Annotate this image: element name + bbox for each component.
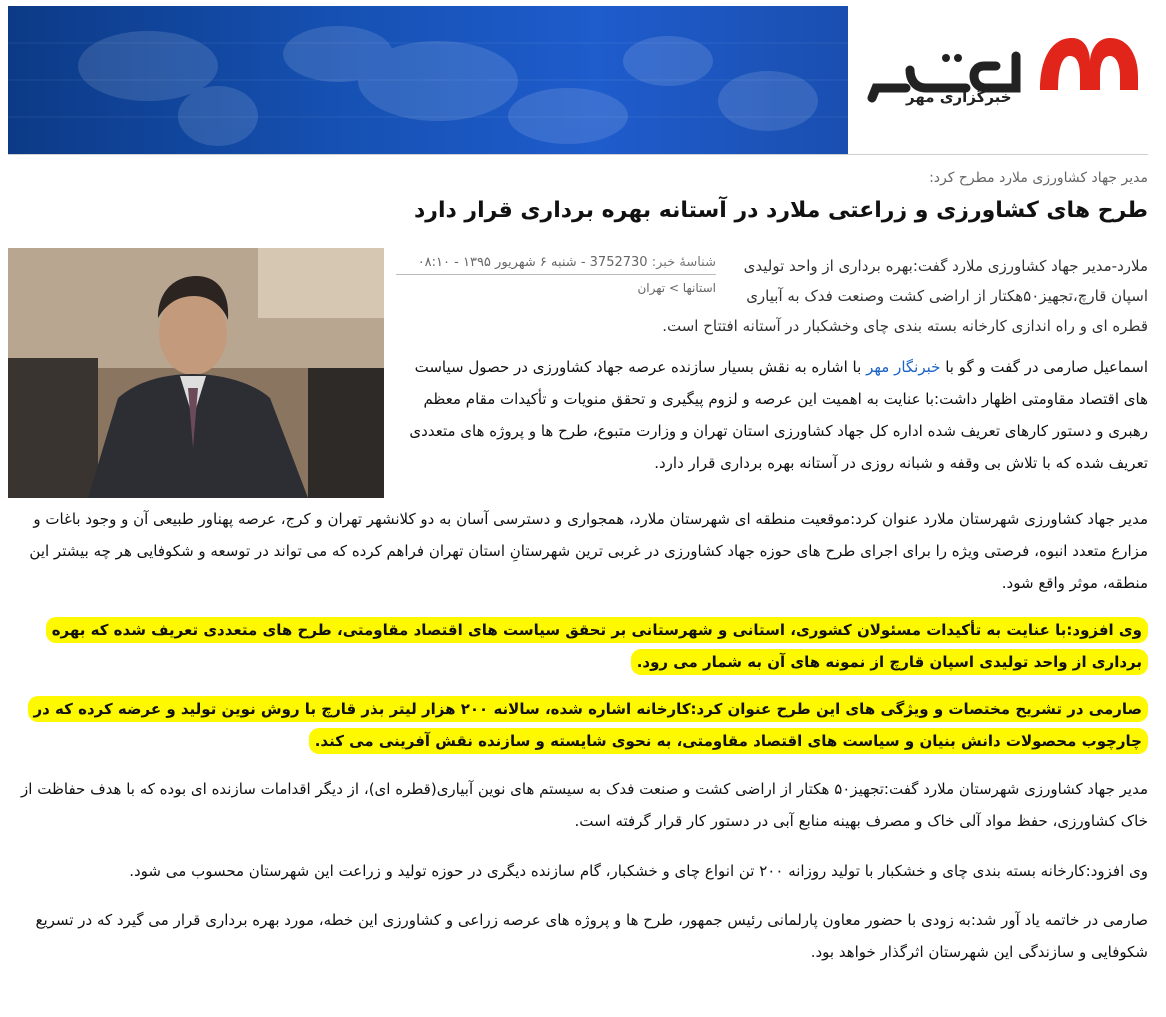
paragraph-text: وی افزود:کارخانه بسته بندی چای و خشکبار با تولید روزانه ۲۰۰ تن انواع چای و خشکبار، گام سازنده دیگری در حوزه تولید و زراعت این شهرستان محسوب می شود.	[129, 862, 1148, 880]
site-header	[8, 6, 1148, 154]
mehr-logo-wordmark	[866, 36, 1026, 116]
mehr-logo-mark-icon	[1034, 28, 1144, 98]
header-banner	[8, 6, 848, 154]
article-paragraph-highlighted	[10, 693, 1148, 757]
article-paragraph	[10, 855, 1148, 887]
highlighted-text: وی افزود:با عنایت به تأکیدات مسئولان کشوری، استانی و شهرستانی بر تحقق سیاست های اقتصاد مقاومتی، طرح های متعددی تعریف شده که بهره برداری از واحد تولیدی اسپان قارچ از نمونه های آن به شمار می رود.	[46, 617, 1148, 675]
breadcrumb[interactable]: استانها > تهران	[637, 281, 716, 295]
article-headline: طرح های کشاورزی و زراعتی ملارد در آستانه بهره برداری قرار دارد	[413, 198, 1148, 223]
meta-divider	[396, 274, 716, 275]
news-id-label: شناسهٔ خبر:	[651, 255, 716, 270]
paragraph-text: اسماعیل صارمی در گفت و گو با	[945, 358, 1148, 376]
paragraph-text: مدیر جهاد کشاورزی شهرستان ملارد عنوان کرد:موقعیت منطقه ای شهرستان ملارد، همجواری و دسترسی آسان به دو کلانشهر تهران و کرج، عرصه پهناور طبیعی آن و وجود باغات و مزارع متعدد انبوه، فرصتی ویژه را برای اجرای طرح های حوزه جهاد کشاورزی در غربی ترین شهرستانِ استان تهران فراهم کرده که می تواند در توسعه و شکوفایی هر چه بیشتر این منطقه، موثر واقع شود.	[29, 510, 1148, 592]
article-meta-line	[396, 255, 716, 270]
world-map-graphic	[8, 6, 848, 154]
lead-line: ملارد-مدیر جهاد کشاورزی ملارد گفت:بهره برداری از واحد تولیدی	[743, 257, 1148, 275]
article-paragraph-highlighted	[10, 614, 1148, 678]
highlighted-text: صارمی در تشریح مختصات و ویژگی های این طرح عنوان کرد:کارخانه اشاره شده، سالانه ۲۰۰ هزار لیتر بذر قارچ با روش نوین تولید و عرضه کرده که در چارچوب محصولات دانش بنیان و سیاست های اقتصاد مقاومتی، به نحوی شایسته و سازنده نقش آفرینی می کند.	[28, 696, 1149, 754]
paragraph-text: با اشاره به نقش بسیار سازنده عرصه جهاد کشاورزی در حصول سیاست های اقتصاد مقاومتی اظهار داشت:با عنایت به اهمیت این عرصه و لزوم پیگیری و تحقق منویات و تأکیدات مقام معظم رهبری و دستور کارهای تعریف شده اداره کل جهاد کشاورزی استان تهران و وزارت متبوع، طرح ها و پروژه های متعددی تعریف شده که با تلاش بی وقفه و شبانه روزی در آستانه بهره برداری قرار دارد.	[409, 358, 1148, 472]
reporter-link[interactable]: خبرنگار مهر	[866, 358, 941, 376]
article-meta	[396, 255, 716, 295]
logo[interactable]	[858, 6, 1148, 154]
logo-text: خبرگزاری مهر	[906, 88, 1012, 106]
article-paragraph	[10, 503, 1148, 599]
portrait-photo-graphic	[8, 248, 384, 498]
paragraph-text: مدیر جهاد کشاورزی شهرستان ملارد گفت:تجهیز۵۰ هکتار از اراضی کشت و صنعت فدک به سیستم های نوین آبیاری(قطره ای)، از دیگر اقدامات سازنده ای بوده که با هدف حفاظت از خاک کشاورزی، حفظ مواد آلی خاک و مصرف بهینه منابع آبی در دستور کار قرار گرفته است.	[21, 780, 1148, 830]
paragraph-text: صارمی در خاتمه یاد آور شد:به زودی با حضور معاون پارلمانی رئیس جمهور، طرح ها و پروژه های عرصه زراعی و کشاورزی این خطه، مورد بهره برداری قرار می گیرد که در تسریع شکوفایی و سازندگی این شهرستان اثرگذار خواهد بود.	[35, 911, 1148, 961]
meta-separator: -	[576, 255, 586, 270]
article-lead	[723, 251, 1148, 311]
news-date: شنبه ۶ شهریور ۱۳۹۵ - ۰۸:۱۰	[417, 255, 577, 270]
article-paragraph	[10, 773, 1148, 837]
article-paragraph	[388, 351, 1148, 479]
lead-line: اسپان قارچ،تجهیز۵۰هکتار از اراضی کشت وصنعت فدک به آبیاری	[746, 287, 1148, 305]
header-divider	[8, 154, 1148, 155]
news-id: 3752730	[589, 255, 648, 270]
article-kicker: مدیر جهاد کشاورزی ملارد مطرح کرد:	[929, 170, 1148, 186]
lead-line: قطره ای و راه اندازی کارخانه بسته بندی چای وخشکبار در آستانه افتتاح است.	[662, 317, 1148, 335]
article-photo	[8, 248, 384, 498]
article-paragraph	[10, 904, 1148, 968]
